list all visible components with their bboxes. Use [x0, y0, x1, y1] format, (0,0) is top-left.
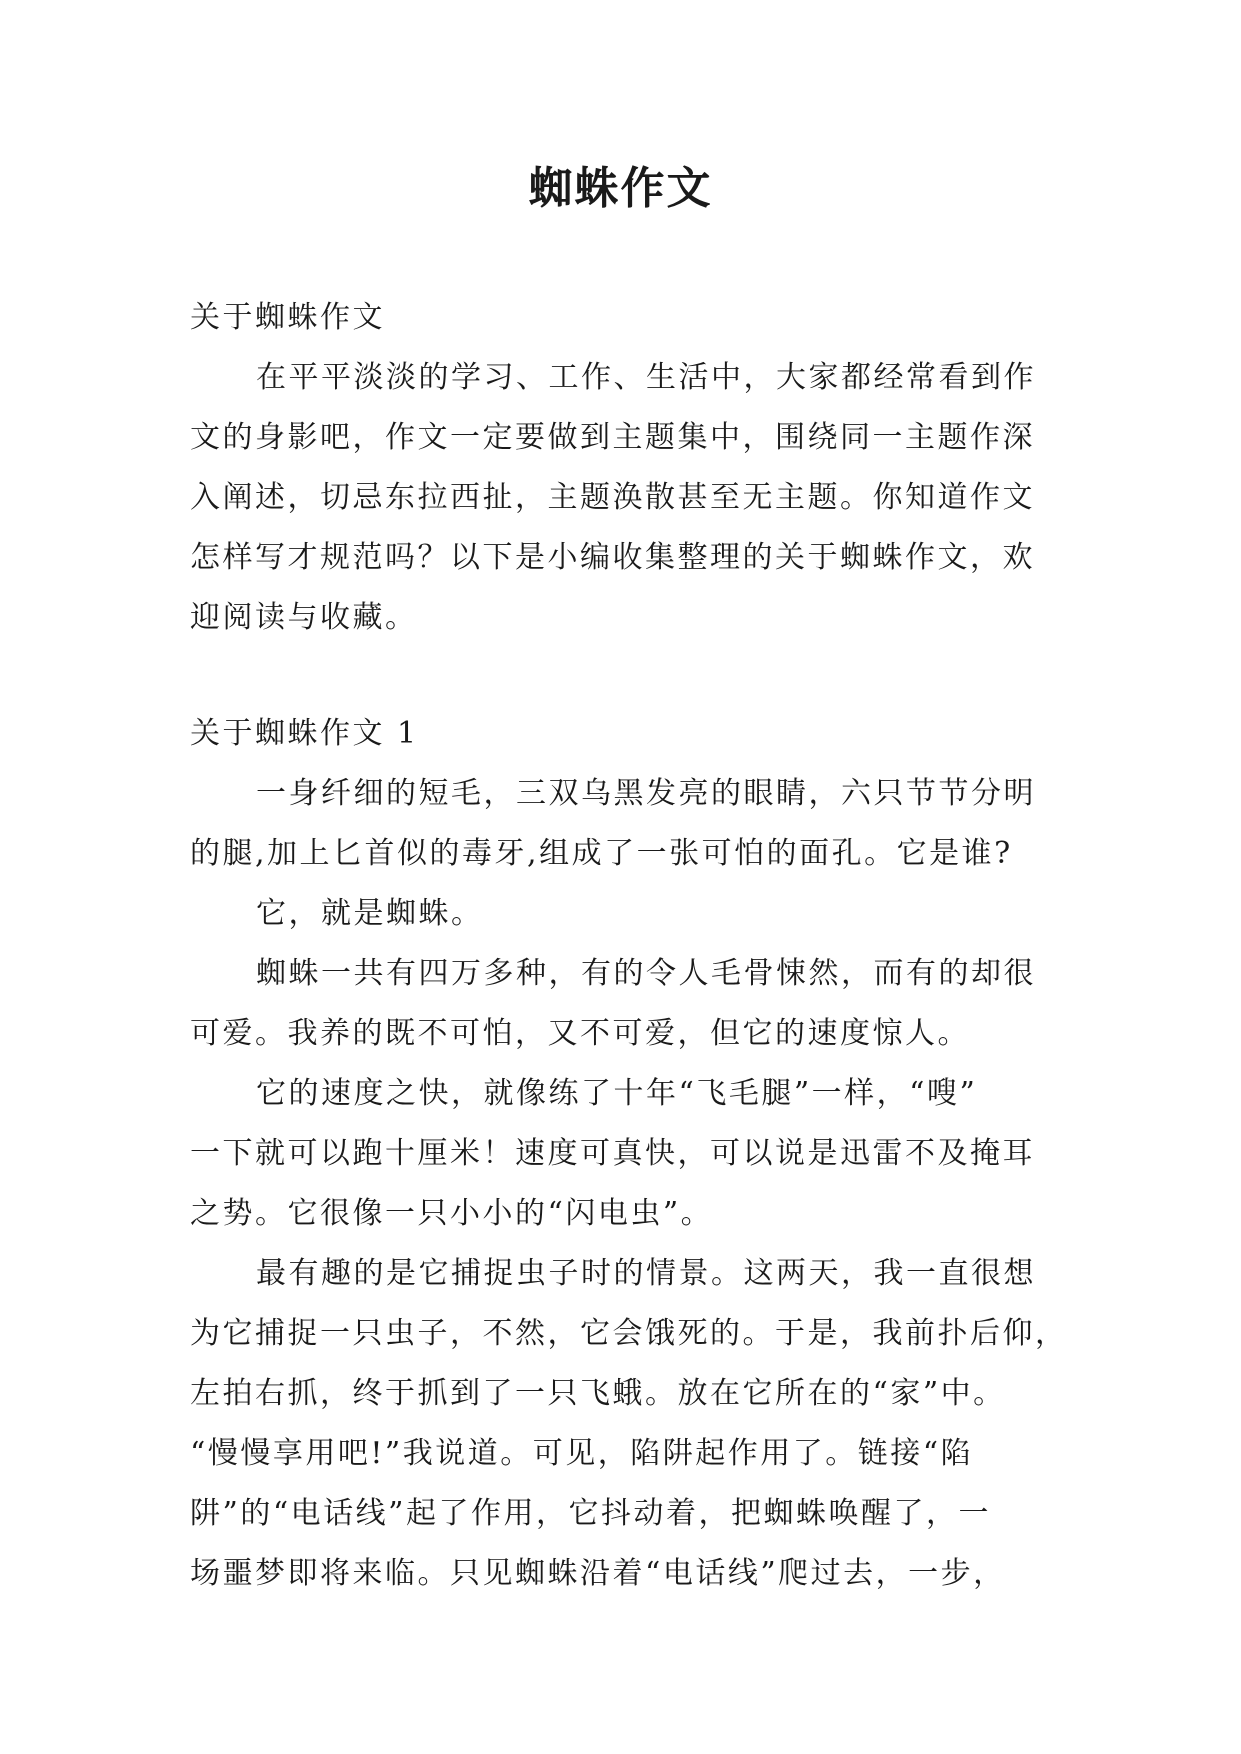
section-heading: 关于蜘蛛作文 1 — [190, 716, 419, 751]
paragraph-line: 迎阅读与收藏。 — [190, 600, 418, 635]
paragraph-line: 阱”的“电话线”起了作用，它抖动着，把蜘蛛唤醒了，一 — [190, 1496, 992, 1531]
paragraph-line: 在平平淡淡的学习、工作、生活中，大家都经常看到作 — [256, 360, 1036, 395]
paragraph-line: 为它捕捉一只虫子，不然，它会饿死的。于是，我前扑后仰， — [190, 1316, 1068, 1351]
paragraph-line: 它，就是蜘蛛。 — [256, 896, 484, 931]
document-body — [190, 288, 1068, 1604]
paragraph-line: 可爱。我养的既不可怕，又不可爱，但它的速度惊人。 — [190, 1016, 970, 1051]
paragraph-line: 最有趣的是它捕捉虫子时的情景。这两天，我一直很想 — [256, 1256, 1036, 1291]
paragraph-line: 之势。它很像一只小小的“闪电虫”。 — [190, 1196, 714, 1231]
paragraph-line: 怎样写才规范吗？以下是小编收集整理的关于蜘蛛作文，欢 — [190, 540, 1035, 575]
paragraph-line: 场噩梦即将来临。只见蜘蛛沿着“电话线”爬过去，一步， — [190, 1556, 1006, 1591]
paragraph-line: 它的速度之快，就像练了十年“飞毛腿”一样，“嗖” — [256, 1076, 978, 1111]
paragraph-line: 一下就可以跑十厘米！速度可真快，可以说是迅雷不及掩耳 — [190, 1136, 1035, 1171]
document-title: 蜘蛛作文 — [528, 163, 713, 214]
paragraph-line: 入阐述，切忌东拉西扯，主题涣散甚至无主题。你知道作文 — [190, 480, 1035, 515]
paragraph-line: 一身纤细的短毛，三双乌黑发亮的眼睛，六只节节分明 — [256, 776, 1036, 811]
paragraph-line: 蜘蛛一共有四万多种，有的令人毛骨悚然，而有的却很 — [256, 956, 1036, 991]
paragraph-line: 文的身影吧，作文一定要做到主题集中，围绕同一主题作深 — [190, 420, 1035, 455]
paragraph-line: 的腿,加上匕首似的毒牙,组成了一张可怕的面孔。它是谁? — [190, 836, 1013, 871]
section-spacer — [190, 648, 1050, 704]
paragraph-line: “慢慢享用吧!”我说道。可见，陷阱起作用了。链接“陷 — [190, 1436, 974, 1471]
paragraph-line: 左拍右抓，终于抓到了一只飞蛾。放在它所在的“家”中。 — [190, 1376, 1006, 1411]
intro-heading: 关于蜘蛛作文 — [190, 300, 385, 335]
